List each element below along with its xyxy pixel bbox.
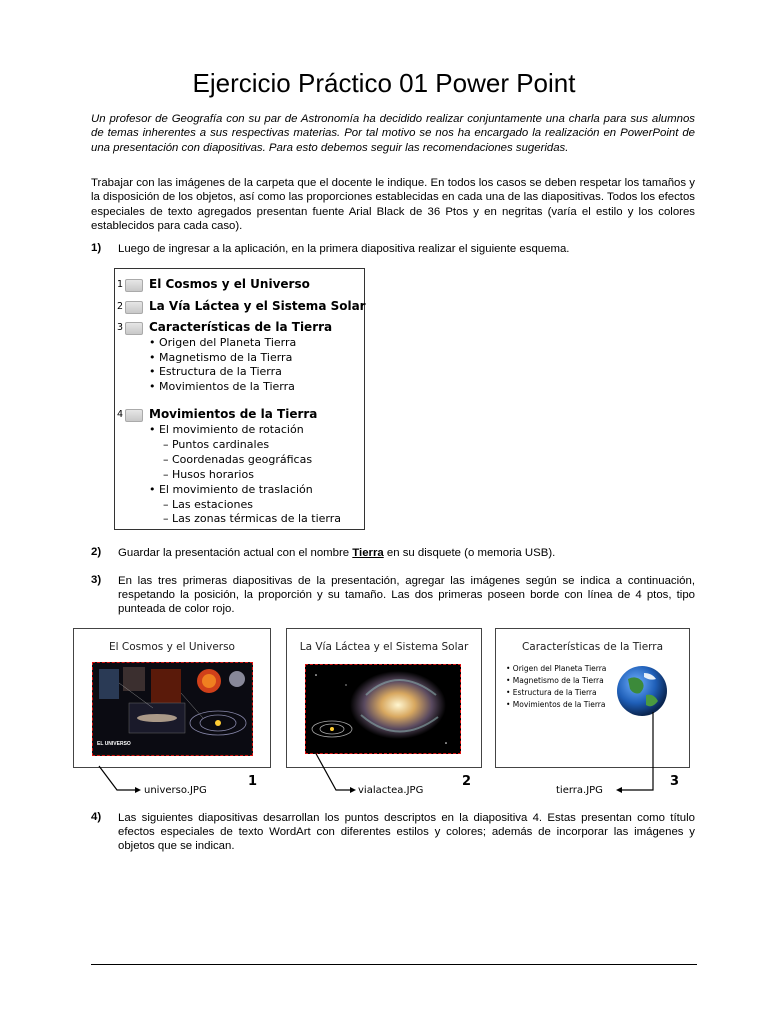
slide-2-thumbnail (286, 628, 482, 768)
universe-image-label: EL UNIVERSO (97, 741, 131, 747)
q2-text (118, 546, 695, 560)
outline-subitem: • El movimiento de traslación (149, 483, 313, 496)
intro-paragraph: Un profesor de Geografía con su par de Astronomía ha decidido realizar conjuntamente una charla para sus alumnos de temas inherentes a sus respectivas materias. Por tal motivo se nos ha encargado la realización en PowerPoint de una presentación con diapositivas. Para esto debemos seguir las recomendaciones sugeridas. (91, 113, 695, 154)
slide-3-bullet: • Magnetismo de la Tierra (506, 676, 604, 685)
outline-num-1: 1 (117, 279, 124, 290)
outline-subitem: – Las estaciones (163, 498, 253, 511)
outline-item-2: La Vía Láctea y el Sistema Solar (149, 299, 366, 313)
outline-item-3: Características de la Tierra (149, 320, 333, 334)
milky-way-image (305, 664, 461, 754)
outline-subitem: • Estructura de la Tierra (149, 365, 282, 378)
q1-number: 1) (91, 242, 102, 254)
outline-num-2: 2 (117, 301, 124, 312)
page-title: Ejercicio Práctico 01 Power Point (192, 68, 576, 98)
outline-subitem: • Magnetismo de la Tierra (149, 351, 293, 364)
q4-number: 4) (91, 811, 102, 823)
slide-3-number: 3 (670, 774, 680, 789)
slide-thumbnail-icon (125, 279, 143, 292)
q2-text-after: en su disquete (o memoria USB). (383, 547, 556, 559)
outline-num-3: 3 (117, 322, 124, 333)
outline-subitem: – Coordenadas geográficas (163, 453, 313, 466)
outline-num-4: 4 (117, 409, 124, 420)
slide-1-thumbnail (73, 628, 271, 768)
universe-image (92, 662, 253, 756)
slide-thumbnail-icon (125, 409, 143, 422)
slide-1-caption: universo.JPG (144, 785, 207, 796)
outline-scheme-box (114, 268, 365, 530)
slide-1-number: 1 (248, 774, 258, 789)
outline-subitem: • Origen del Planeta Tierra (149, 336, 297, 349)
outline-subitem: • Movimientos de la Tierra (149, 380, 295, 393)
slide-thumbnail-icon (125, 322, 143, 335)
footer-divider (91, 964, 697, 965)
slide-3-bullet: • Movimientos de la Tierra (506, 700, 606, 709)
outline-subitem: • El movimiento de rotación (149, 423, 304, 436)
q4-text: Las siguientes diapositivas desarrollan los puntos descriptos en la diapositiva 4. Estas presentan como título efectos especiales de texto WordArt con diferentes estilos y colores; además de incorporar las imágenes y objetos que se indican. (118, 812, 695, 852)
slide-2-number: 2 (462, 774, 472, 789)
outline-item-1: El Cosmos y el Universo (149, 277, 310, 291)
outline-item-4: Movimientos de la Tierra (149, 407, 318, 421)
outline-subitem: – Husos horarios (163, 468, 254, 481)
slide-3-title: Características de la Tierra (521, 641, 664, 653)
slide-3-bullet: • Estructura de la Tierra (506, 688, 597, 697)
instructions-paragraph: Trabajar con las imágenes de la carpeta que el docente le indique. En todos los casos se deben respetar los tamaños y la disposición de los objetos, así como las proporciones establecidas en cada una de las diapositivas. Todos los efectos especiales de texto agregados presentan fuente Arial Black de 36 Ptos y en negritas (varía el estilo y los colores establecidos para cada caso). (91, 177, 695, 233)
q2-number: 2) (91, 546, 102, 558)
slide-3-bullet: • Origen del Planeta Tierra (506, 664, 607, 673)
slide-1-title: El Cosmos y el Universo (109, 641, 235, 653)
slide-3-pointer-arrow (612, 710, 662, 796)
slide-thumbnail-icon (125, 301, 143, 314)
q1-text: Luego de ingresar a la aplicación, en la primera diapositiva realizar el siguiente esquema. (118, 243, 570, 255)
slide-3-bullet-list (506, 663, 606, 711)
slide-2-caption: vialactea.JPG (358, 785, 424, 796)
slide-3-caption: tierra.JPG (556, 785, 603, 796)
outline-subitem: – Puntos cardinales (163, 438, 270, 451)
q3-text: En las tres primeras diapositivas de la presentación, agregar las imágenes según se indica a continuación, respetando la posición, la proporción y su tamaño. Las dos primeras poseen borde con línea de 4 ptos, tipo punteada de color rojo. (118, 575, 695, 615)
galaxy-illustration (306, 665, 459, 752)
q3-number: 3) (91, 574, 102, 586)
q2-filename: Tierra (352, 547, 384, 559)
slide-2-title: La Vía Láctea y el Sistema Solar (299, 641, 469, 653)
q2-text-before: Guardar la presentación actual con el nombre (118, 547, 353, 559)
outline-subitem: – Las zonas térmicas de la tierra (163, 512, 342, 525)
